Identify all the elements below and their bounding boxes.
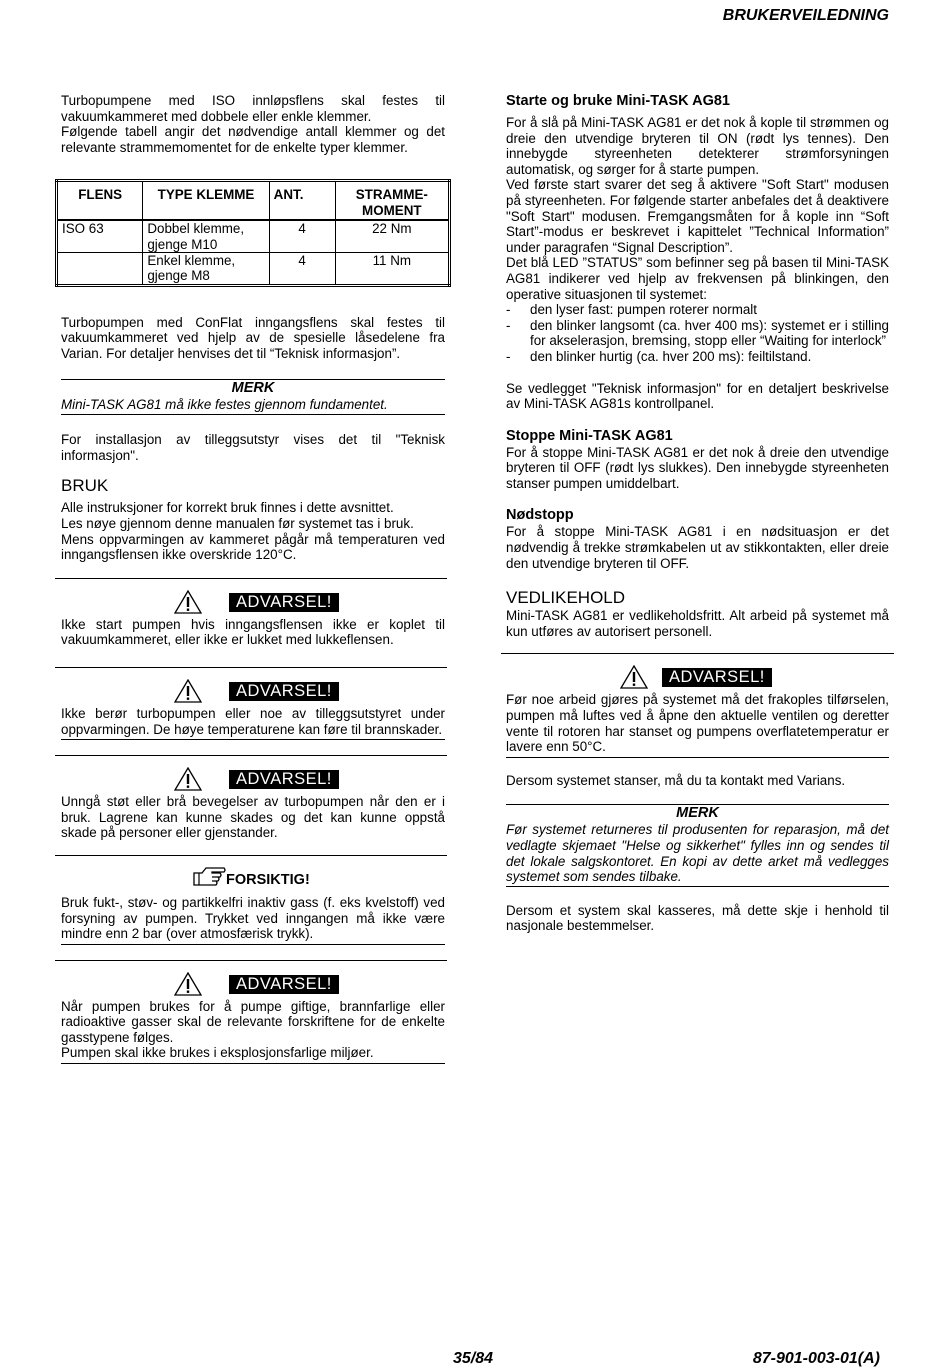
right-column: [506, 93, 889, 934]
table-row: [57, 253, 450, 286]
divider: [55, 960, 447, 961]
warning-label: ADVARSEL!: [662, 668, 772, 687]
warning-label: ADVARSEL!: [229, 593, 339, 612]
disposal-paragraph: Dersom et system skal kasseres, må dette skje i henhold til nasjonale bestemmelser.: [506, 902, 889, 934]
note-title: MERK: [231, 379, 275, 396]
document-number: 87-901-003-01(A): [752, 1350, 880, 1367]
divider: [55, 578, 447, 579]
divider: [55, 755, 447, 756]
table-cell: ISO 63: [57, 220, 143, 252]
divider: [506, 757, 889, 758]
table-header-flens: FLENS: [57, 181, 143, 220]
section-heading-maintenance: VEDLIKEHOLD: [506, 588, 626, 608]
status-list: [506, 302, 889, 364]
warning-label: ADVARSEL!: [229, 682, 339, 701]
table-cell: Enkel klemme, gjenge M8: [143, 253, 269, 286]
intro-paragraph-2: Følgende tabell angir det nødvendige antall klemmer og det relevante strammemomentet for de enkelte typer klemmer.: [61, 124, 445, 155]
note-text: Før systemet returneres til produsenten for reparasjon, må det vedlagte skjemaet "Helse og sikkerhet" fylles inn og sendes til det lokale salgskontoret. En kopi av dette arket må vedlegges systemet som sendes tilbake.: [506, 822, 889, 885]
maintenance-paragraph: Mini-TASK AG81 er vedlikeholdsfritt. Alt arbeid på systemet må kun utføres av autorisert personell.: [506, 608, 889, 639]
warning-triangle-icon: [174, 679, 202, 703]
divider: [55, 667, 447, 668]
table-cell: 22 Nm: [335, 220, 449, 252]
warning-triangle-icon: [620, 665, 648, 689]
warning-box: [61, 767, 445, 856]
start-paragraph-1: For å slå på Mini-TASK AG81 er det nok å kople til strømmen og dreie den utvendige bryteren til ON (rødt lys tennes). Den innebygde styreenheten detekterer strømforsyningen automatisk, og sørger for å starte pumpen.: [506, 115, 889, 177]
start-paragraph-3: Det blå LED ”STATUS” som befinner seg på basen til Mini-TASK AG81 indikerer ved hjelp av frekvensen på blinkingen, den operative situasjonen til systemet:: [506, 255, 889, 302]
start-paragraph-2: Ved første start svarer det seg å aktivere "Soft Start" modusen på styreenheten. For følgende starter anbefales det å deaktivere "Soft Start" modusen. Fremgangsmåten for å kople inn “Soft Start”-modus er beskrevet i kapittelet ”Technical Information” under paragrafen “Signal Description”.: [506, 177, 889, 255]
warning-text: Ikke start pumpen hvis inngangsflensen ikke er koplet til vakuumkammeret, eller ikke er lukket med lukkeflensen.: [61, 616, 445, 648]
section-heading-start: Starte og bruke Mini-TASK AG81: [506, 93, 730, 109]
table-header-moment: STRAMME-MOMENT: [335, 181, 449, 220]
section-heading-bruk: BRUK: [61, 476, 109, 496]
warning-text: Før noe arbeid gjøres på systemet må det frakoples tilførselen, pumpen må luftes ved å åpne den aktuelle ventilen og deretter vente til rotoren har stanset og pumpens overflatetemperatur er lavere enn 50°C.: [506, 692, 889, 755]
warning-triangle-icon: [174, 972, 202, 996]
bruk-line-3: Mens oppvarmingen av kammeret pågår må temperaturen ved inngangsflensen ikke overskride 120°C.: [61, 531, 445, 563]
warning-triangle-icon: [174, 590, 202, 614]
warning-box: [506, 653, 889, 757]
list-item: - den lyser fast: pumpen roterer normalt: [506, 302, 758, 318]
list-item: - den blinker langsomt (ca. hver 400 ms): systemet er i stilling for akselerasjon, bremsing, stopp eller “Waiting for interlock”: [506, 317, 889, 349]
page-number: 35/84: [453, 1350, 494, 1367]
caution-text: Bruk fukt-, støv- og partikkelfri inaktiv gass (f. eks kvelstoff) ved forsyning av pumpen. Trykket ved inngangen må ikke være mindre enn 2 bar (over atmosfærisk trykk).: [61, 894, 445, 942]
caution-box: [61, 864, 445, 961]
intro-paragraph-1: Turbopumpene med ISO innløpsflens skal festes til vakuumkammeret med dobbele eller enkle klemmer.: [61, 93, 445, 124]
clamp-table: [55, 179, 451, 286]
table-cell: 4: [269, 220, 335, 252]
warning-box: [61, 972, 445, 1064]
divider: [61, 1063, 445, 1064]
emergency-paragraph: For å stoppe Mini-TASK AG81 i en nødsituasjon er det nødvendig å trekke strømkabelen ut av stikkontakten, eller dreie den utvendige bryteren til OFF.: [506, 524, 889, 571]
section-heading-stop: Stoppe Mini-TASK AG81: [506, 427, 673, 444]
warning-text: Pumpen skal ikke brukes i eksplosjonsfarlige miljøer.: [61, 1045, 374, 1061]
table-header-count: ANT.: [269, 181, 335, 220]
table-cell: 11 Nm: [335, 253, 449, 286]
divider: [55, 855, 447, 856]
warning-label: ADVARSEL!: [229, 975, 339, 994]
install-paragraph: For installasjon av tilleggsutstyr vises det til "Teknisk informasjon".: [61, 432, 445, 463]
start-paragraph-4: Se vedlegget "Teknisk informasjon" for en detaljert beskrivelse av Mini-TASK AG81s kontrollpanel.: [506, 380, 889, 412]
document-header-title: BRUKERVEILEDNING: [722, 7, 889, 24]
note-box: [61, 379, 445, 416]
left-column: [61, 93, 445, 1064]
conflat-paragraph: Turbopumpen med ConFlat inngangsflens skal festes til vakuumkammeret ved hjelp av de spesielle låsedelene fra Varian. For detaljer henvises det til “Teknisk informasjon”.: [61, 314, 445, 361]
warning-box: [61, 578, 445, 668]
stopped-paragraph: Dersom systemet stanser, må du ta kontakt med Varians.: [506, 772, 846, 788]
table-cell: Dobbel klemme, gjenge M10: [143, 220, 269, 252]
table-row: [57, 220, 450, 252]
note-text: Mini-TASK AG81 må ikke festes gjennom fundamentet.: [61, 396, 388, 412]
bruk-line-2: Les nøye gjennom denne manualen før systemet tas i bruk.: [61, 515, 414, 531]
bruk-line-1: Alle instruksjoner for korrekt bruk finnes i dette avsnittet.: [61, 500, 394, 516]
table-cell: [57, 253, 143, 286]
table-cell: 4: [269, 253, 335, 286]
warning-text: Ikke berør turbopumpen eller noe av tilleggsutstyret under oppvarmingen. De høye temperaturene kan føre til brannskader.: [61, 705, 445, 737]
note-box: [506, 804, 889, 886]
section-heading-emergency: Nødstopp: [506, 507, 574, 524]
note-title: MERK: [676, 805, 719, 822]
list-item: - den blinker hurtig (ca. hver 200 ms): feiltilstand.: [506, 348, 812, 364]
table-header-type: TYPE KLEMME: [143, 181, 269, 220]
warning-box: [61, 679, 445, 756]
table-header-row: [57, 181, 450, 220]
divider: [501, 653, 894, 654]
warning-text: Når pumpen brukes for å pumpe giftige, brannfarlige eller radioaktive gasser skal de relevante forskriftene for de enkelte gasstypene følges.: [61, 998, 445, 1045]
pointing-hand-icon: [192, 864, 226, 890]
stop-paragraph: For å stoppe Mini-TASK AG81 er det nok å dreie den utvendige bryteren til OFF (rødt lys slukkes). Den innebygde styreenheten stanser pumpen umiddelbart.: [506, 444, 889, 491]
warning-text: Unngå støt eller brå bevegelser av turbopumpen når den er i bruk. Lagrene kan kunne skades og det kan kunne oppstå skade på personer eller gjenstander.: [61, 794, 445, 841]
caution-label: FORSIKTIG!: [226, 871, 310, 888]
warning-triangle-icon: [174, 767, 202, 791]
warning-label: ADVARSEL!: [229, 770, 339, 789]
